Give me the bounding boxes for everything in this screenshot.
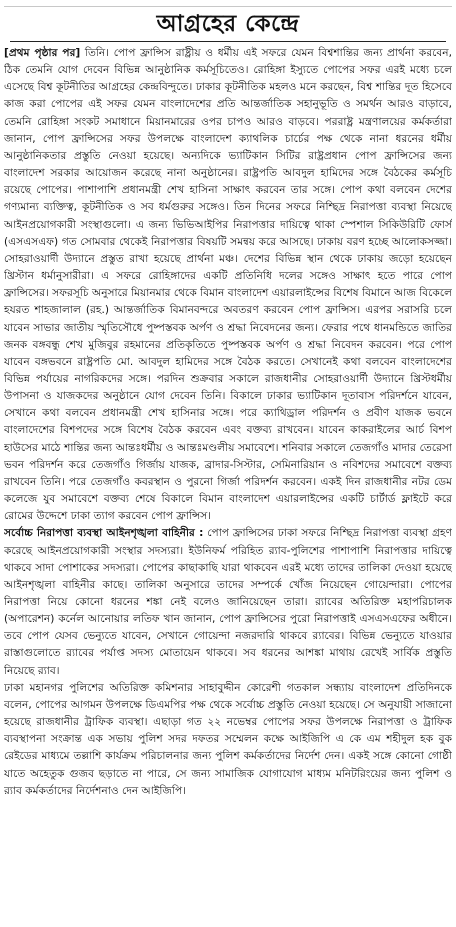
article-body — [4, 45, 452, 800]
continued-marker: [প্রথম পৃষ্ঠার পর] — [4, 47, 81, 59]
paragraph-text: পোপ ফ্রান্সিসের ঢাকা সফরে নিশ্ছিদ্র নিরাপত্তা ব্যবস্থা গ্রহণ করেছে আইনপ্রয়োগকারী সংস্থার সদস্যরা। ইউনিফর্ম পরিহিত র‍্যাব-পুলিশের পাশাপাশি নিরাপত্তার দায়িত্বে থাকবে সাদা পোশাকের সদস্যরা। পোপের কাছাকাছি যারা থাকবেন এরই মধ্যে তাদের তালিকা দেওয়া হয়েছে আইনশৃঙ্খলা বাহিনীর কাছে। তালিকা অনুসারে তাদের সম্পর্কে খোঁজ নিয়েছেন গোয়েন্দারা। পোপের নিরাপত্তা নিয়ে কোনো ধরনের শঙ্কা নেই বলেও জানিয়েছেন তারা। র‍্যাবের অতিরিক্ত মহাপরিচালক (অপারেশন) কর্নেল আনোয়ার লতিফ খান জানান, পোপ ফ্রান্সিসের পুরো নিরাপত্তাই এসএসএফের অধীনে। তবে পোপ যেসব ভেন্যুতে যাবেন, সেখানে গোয়েন্দা নজরদারি থাকবে র‍্যাবের। বিভিন্ন ভেন্যুতে যাওয়ার রাস্তাগুলোতে র‍্যাবের পর্যাপ্ত সদস্য মোতায়েন থাকবে। সব ধরনের আশঙ্কা মাথায় রেখেই সার্বিক প্রস্তুতি নিয়েছে র‍্যাব। — [4, 527, 452, 677]
article-paragraph — [4, 525, 452, 679]
section-subhead: সর্বোচ্চ নিরাপত্তা ব্যবস্থা আইনশৃঙ্খলা বাহিনীর : — [4, 527, 204, 540]
paragraph-text: তিনি। পোপ ফ্রান্সিস রাষ্ট্রীয় ও ধর্মীয় এই সফরে যেমন বিশ্বশান্তির জন্য প্রার্থনা করবেন, ঠিক তেমনি যোগ দেবেন বিভিন্ন আনুষ্ঠানিক কর্মসূচিতেও। রোহিঙ্গা ইস্যুতে পোপের সফর এরই মধ্যে চলে এসেছে বিশ্ব কূটনীতির আগ্রহের কেন্দ্রবিন্দুতে। ঢাকার কূটনীতিক মহলও মনে করছেন, বিশ্ব শান্তির দূত হিসেবে কাজ করা পোপের এই সফর যেমন বাংলাদেশের প্রতি আন্তর্জাতিক সহানুভূতি ও সমর্থন আরও বাড়াবে, তেমনি রোহিঙ্গা সংকট সমাধানে মিয়ানমারের ওপর চাপও আরও বাড়বে। পররাষ্ট্র মন্ত্রণালয়ের কর্মকর্তারা জানান, পোপ ফ্রান্সিসের সফর উপলক্ষে বাংলাদেশ ক্যাথলিক চার্চের পক্ষ থেকে নানা ধরনের ধর্মীয় আনুষ্ঠানিকতার প্রস্তুতি নেওয়া হয়েছে। অন্যদিকে ভ্যাটিকান সিটির রাষ্ট্রপ্রধান পোপ ফ্রান্সিসের জন্য বাংলাদেশ সরকার আয়োজন করেছে নানা অনুষ্ঠানের। রাষ্ট্রপতি আবদুল হামিদের সঙ্গে বৈঠকের কর্মসূচি রয়েছে পোপের। পাশাপাশি প্রধানমন্ত্রী শেখ হাসিনা সাক্ষাৎ করবেন তার সঙ্গে। পোপ কথা বলবেন দেশের গণ্যমান্য ব্যক্তিত্ব, কূটনীতিক ও সব ধর্মগুরুর সঙ্গেও। তিন দিনের সফরে নিশ্ছিদ্র নিরাপত্তা ব্যবস্থা নিয়েছে আইনপ্রয়োগকারী সংস্থাগুলো। এ জন্য ভিভিআইপির নিরাপত্তার দায়িত্বে থাকা স্পেশাল সিকিউরিটি ফোর্স (এসএসএফ) গত সোমবার থেকেই নিরাপত্তার বিষয়টি সমন্বয় করে আসছে। ঢাকায় বরণ হচ্ছে আলোকসজ্জা। সোহরাওয়ার্দী উদ্যানে প্রস্তুত রাখা হয়েছে প্রার্থনা মঞ্চ। দেশের বিভিন্ন স্থান থেকে ঢাকায় জড়ো হয়েছেন খ্রিস্টান ধর্মানুসারীরা। এ সফরে রোহিঙ্গাদের একটি প্রতিনিধি দলের সঙ্গেও সাক্ষাৎ হতে পারে পোপ ফ্রান্সিসের। সফরসূচি অনুসারে মিয়ানমার থেকে বিমান বাংলাদেশ এয়ারলাইন্সের বিশেষ বিমানে আজ বিকেলে হযরত শাহজালাল (রহ.) আন্তর্জাতিক বিমানবন্দরে অবতরণ করবেন পোপ ফ্রান্সিস। এরপর সরাসরি চলে যাবেন সাভার জাতীয় স্মৃতিসৌধে পুষ্পস্তবক অর্পণ ও শ্রদ্ধা নিবেদনের জন্য। ফেরার পথে ধানমন্ডিতে জাতির জনক বঙ্গবন্ধু শেখ মুজিবুর রহমানের প্রতিকৃতিতে পুষ্পস্তবক অর্পণ ও শ্রদ্ধা নিবেদন করবেন। পরে পোপ যাবেন বঙ্গভবনে রাষ্ট্রপতি মো. আবদুল হামিদের সঙ্গে বৈঠক করতে। সেখানেই কথা বলবেন বাংলাদেশের বিভিন্ন পর্যায়ের নাগরিকদের সঙ্গে। পরদিন শুক্রবার সকালে রাজধানীর সোহরাওয়ার্দী উদ্যানে খ্রিস্টধর্মীয় উপাসনা ও যাজকদের অনুষ্ঠানে যোগ দেবেন তিনি। বিকালে ঢাকার ভ্যাটিকান দূতাবাস পরিদর্শনে যাবেন, সেখানে কথা বলবেন প্রধানমন্ত্রী শেখ হাসিনার সঙ্গে। পরে ক্যাথিড্রাল পরিদর্শন ও প্রবীণ যাজক ভবনে বাংলাদেশের বিশপদের সঙ্গে বিশেষ বৈঠক করবেন এবং বক্তব্য রাখবেন। যাবেন কাকরাইলের আর্চ বিশপ হাউসের মাঠে শান্তির জন্য আন্তঃধর্মীয় ও আন্তঃমণ্ডলীয় সমাবেশে। শনিবার সকালে তেজগাঁও মাদার তেরেসা ভবন পরিদর্শন করে তেজগাঁও গির্জায় যাজক, ব্রাদার-সিস্টার, সেমিনারিয়ান ও নবিশদের সমাবেশে বক্তব্য রাখবেন তিনি। পরে তেজগাঁও কবরস্থান ও পুরনো গির্জা পরিদর্শন করবেন। একই দিন রাজধানীর নটর ডেম কলেজে যুব সমাবেশে বক্তব্য শেষে বিকালে বিমান বাংলাদেশ এয়ারলাইন্সের একটি চার্টার্ড ফ্লাইটে করে রোমের উদ্দেশে ঢাকা ত্যাগ করবেন পোপ ফ্রান্সিস। — [4, 47, 452, 523]
article-headline: আগ্রহের কেন্দ্রে — [156, 10, 300, 37]
newspaper-clipping — [4, 0, 452, 927]
previous-article-edge — [4, 0, 452, 7]
paragraph-text: ঢাকা মহানগর পুলিশের অতিরিক্ত কমিশনার সাহাবুদ্দীন কোরেশী গতকাল সন্ধ্যায় বাংলাদেশ প্রতিদিনকে বলেন, পোপের আগমন উপলক্ষে ডিএমপির পক্ষ থেকে সর্বোচ্চ প্রস্তুতি নেওয়া হয়েছে। সে অনুযায়ী সাজানো হয়েছে রাজধানীর ট্রাফিক ব্যবস্থা। এছাড়া গত ২২ নভেম্বর পোপের সফর উপলক্ষে নিরাপত্তা ও ট্রাফিক ব্যবস্থাপনা সংক্রান্ত এক সভায় পুলিশ সদর দফতর সম্মেলন কক্ষে আইজিপি এ কে এম শহীদুল হক বুক রেইডের মাধ্যমে তল্লাশি কার্যক্রম পরিচালনার জন্য পুলিশ কর্মকর্তাদের নির্দেশ দেন। একই সঙ্গে কোনো গোষ্ঠী যাতে অহেতুক গুজব ছড়াতে না পারে, সে জন্য সামাজিক যোগাযোগ মাধ্যম মনিটরিংয়ের জন্য পুলিশ ও র‍্যাব কর্মকর্তাদের নির্দেশনাও দেন আইজিপি। — [4, 681, 452, 797]
headline-divider — [10, 41, 446, 42]
article-paragraph — [4, 45, 452, 525]
article-paragraph — [4, 680, 452, 800]
